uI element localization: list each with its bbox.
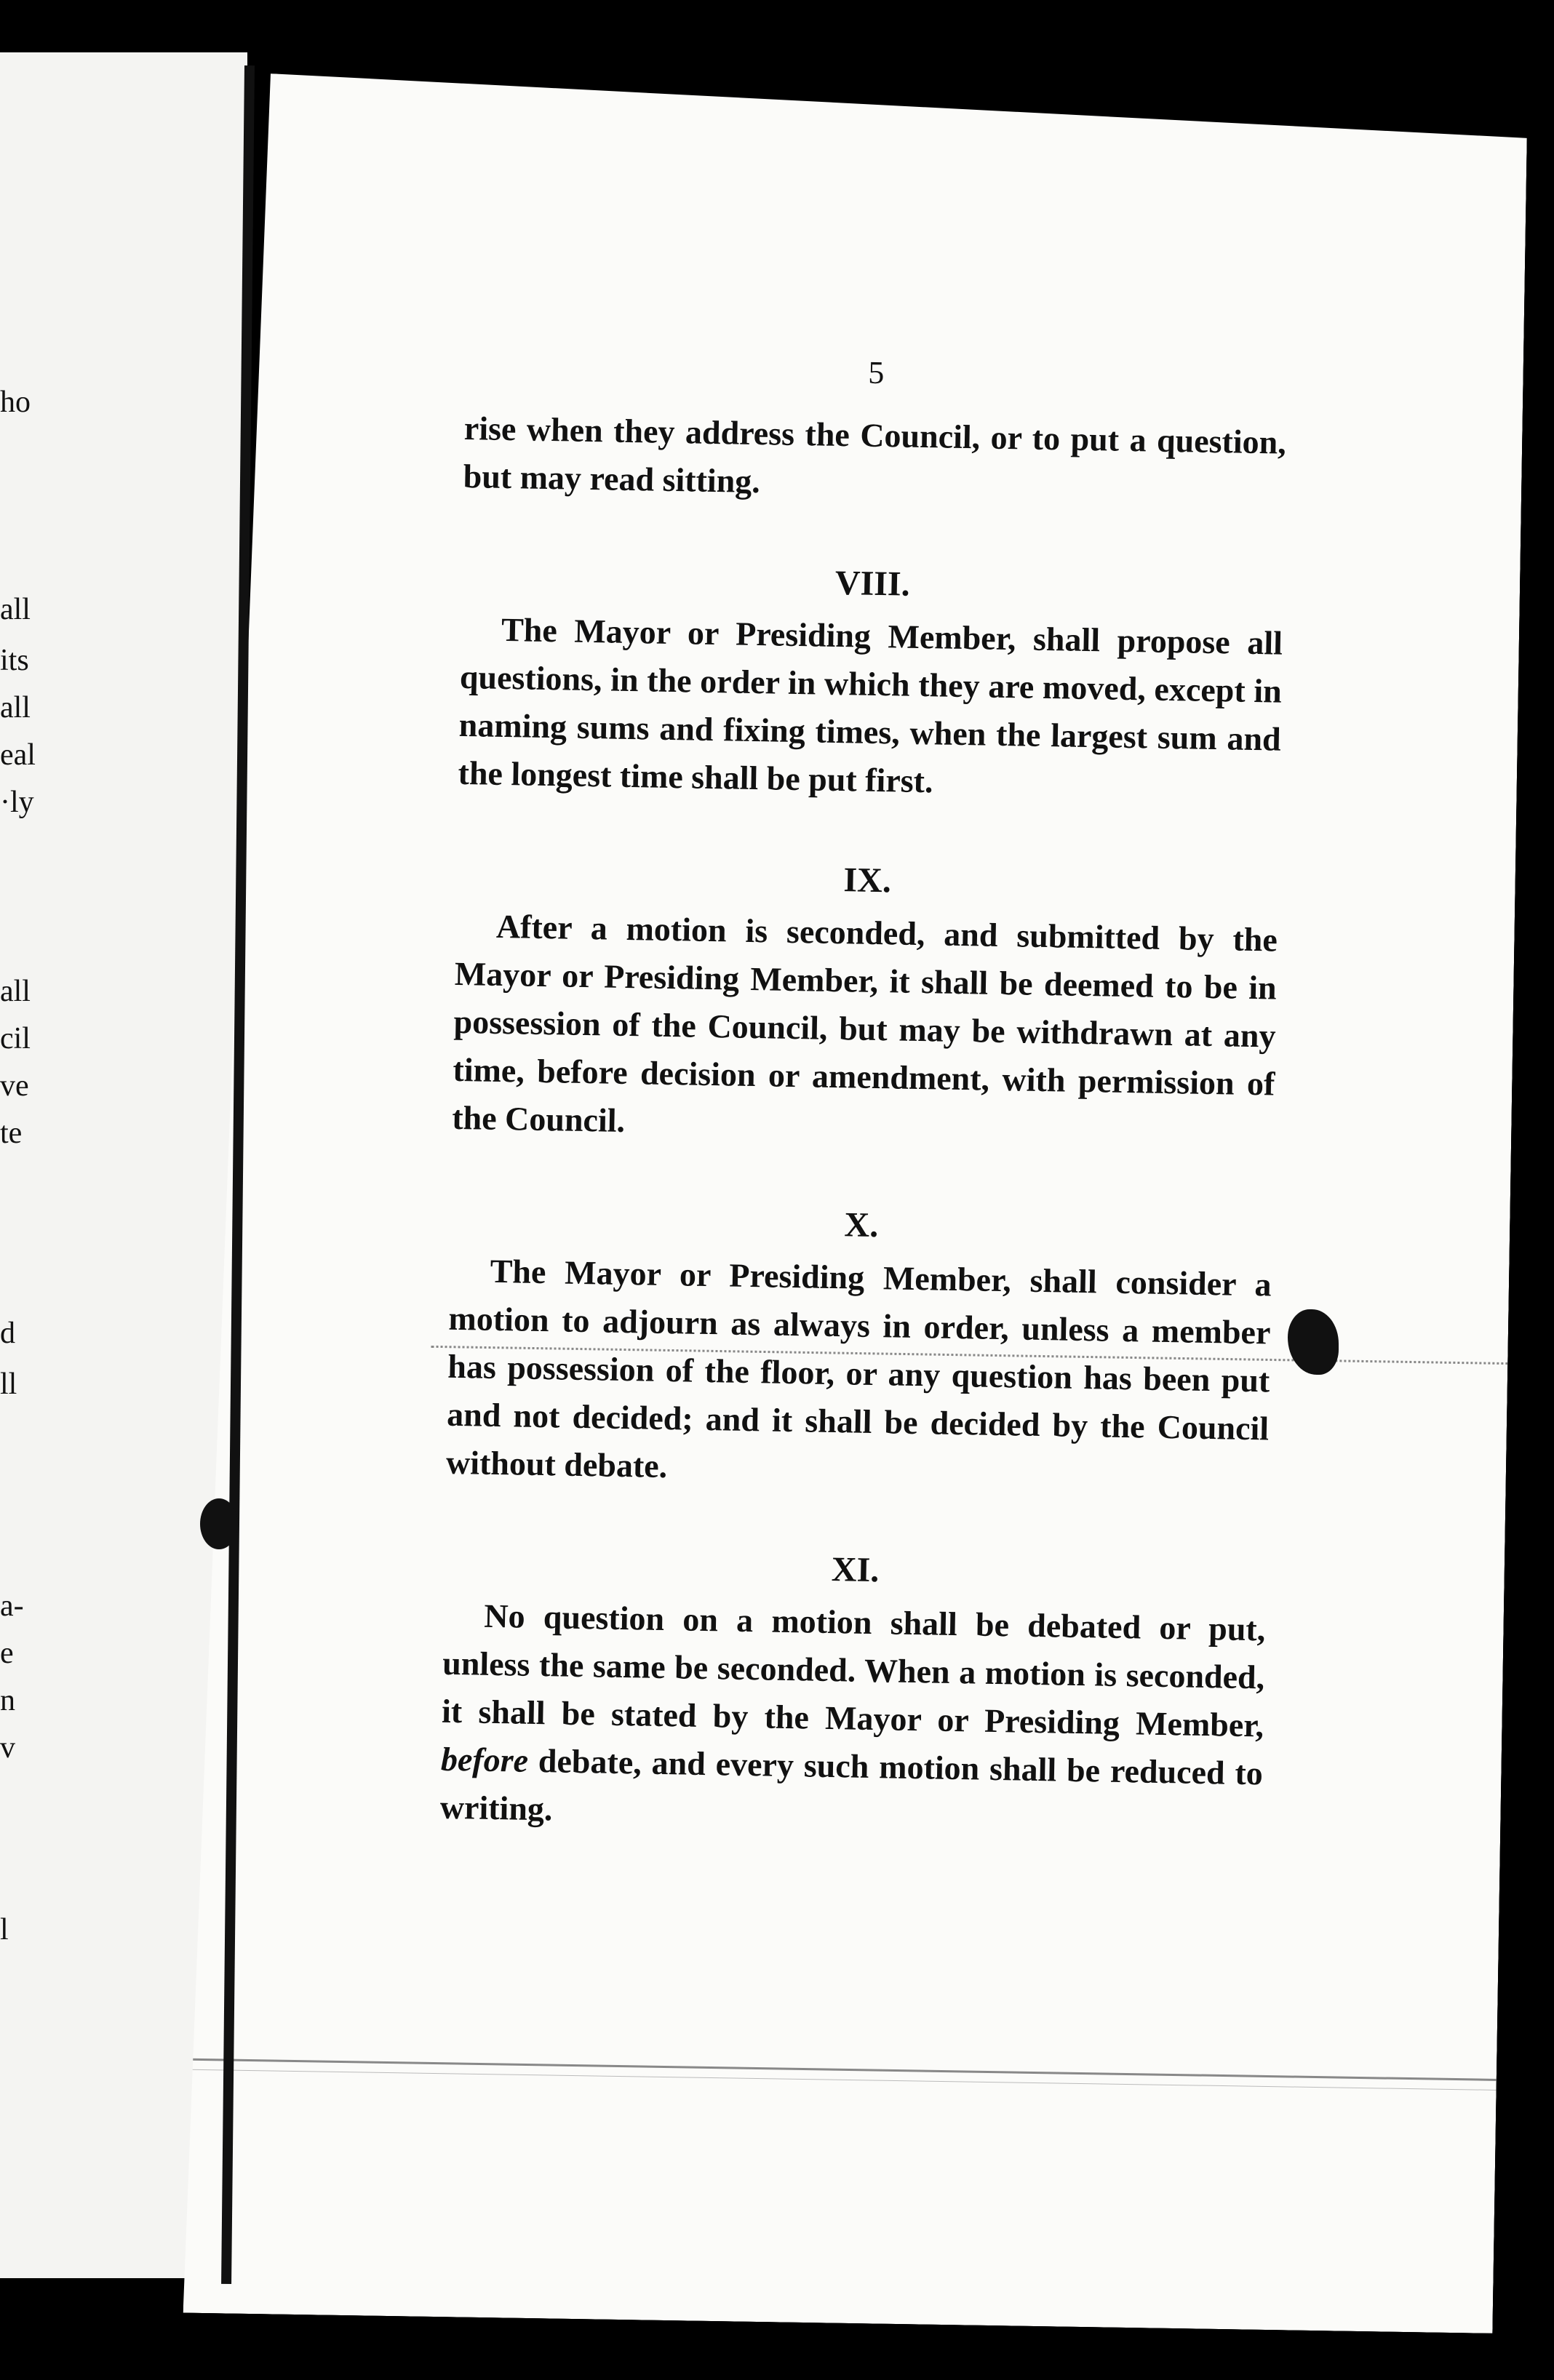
page-number: 5 [867, 354, 885, 391]
gutter-fragment: all [0, 593, 31, 626]
section-paragraph: After a motion is seconded, and submitted by the Mayor or Presiding Member, it shall be deemed to be in possession of the Council, but may be withdrawn at any time, before decision or amendment, with permission of the Council. [451, 907, 1278, 1139]
ink-stain [200, 1498, 238, 1549]
gutter-fragment: e [0, 1637, 14, 1670]
gutter-fragment: all [0, 975, 31, 1008]
page-bottom-rule [187, 2058, 1554, 2083]
gutter-fragment: n [0, 1684, 15, 1717]
gutter-fragment: ho [0, 386, 31, 419]
paragraph-text: No question on a motion shall be debated or put, unless the same be seconded. When a motion is seconded, it shall be stated by the Mayor or Presiding Member, [441, 1597, 1266, 1744]
section-heading: XI. [831, 1550, 880, 1590]
gutter-fragment: ve [0, 1069, 29, 1103]
page-text [439, 342, 1288, 1845]
gutter-fragment: eal [0, 738, 36, 772]
emphasized-word: before [440, 1740, 529, 1779]
section-paragraph: The Mayor or Presiding Member, shall propose all questions, in the order in which they are moved, except in naming sums and fixing times, when the largest sum and the longest time shall be put first. [458, 610, 1283, 800]
gutter-fragment: its [0, 644, 29, 677]
section-heading: IX. [843, 860, 892, 901]
gutter-fragment: d [0, 1317, 15, 1350]
continued-paragraph: rise when they address the Council, or to put a question, but may read sitting. [463, 409, 1287, 500]
gutter-fragment: v [0, 1731, 15, 1765]
gutter-fragment: l [0, 1913, 9, 1946]
gutter-fragment: ·ly [0, 786, 34, 819]
section-paragraph [439, 1592, 1266, 1846]
gutter-fragment: cil [0, 1022, 31, 1055]
section-paragraph: The Mayor or Presiding Member, shall consider a motion to adjourn as always in order, unless a member has possession of the floor, or any question has been put and not decided; and it shall be decided by the Council without debate. [445, 1252, 1272, 1485]
gutter-fragment: all [0, 691, 31, 724]
gutter-fragment: ll [0, 1367, 17, 1401]
gutter-fragment: te [0, 1117, 23, 1150]
section-heading: X. [844, 1205, 879, 1245]
paragraph-text: debate, and every such motion shall be reduced to writing. [439, 1742, 1264, 1828]
gutter-fragment: a- [0, 1589, 24, 1623]
section-heading: VIII. [834, 563, 911, 604]
